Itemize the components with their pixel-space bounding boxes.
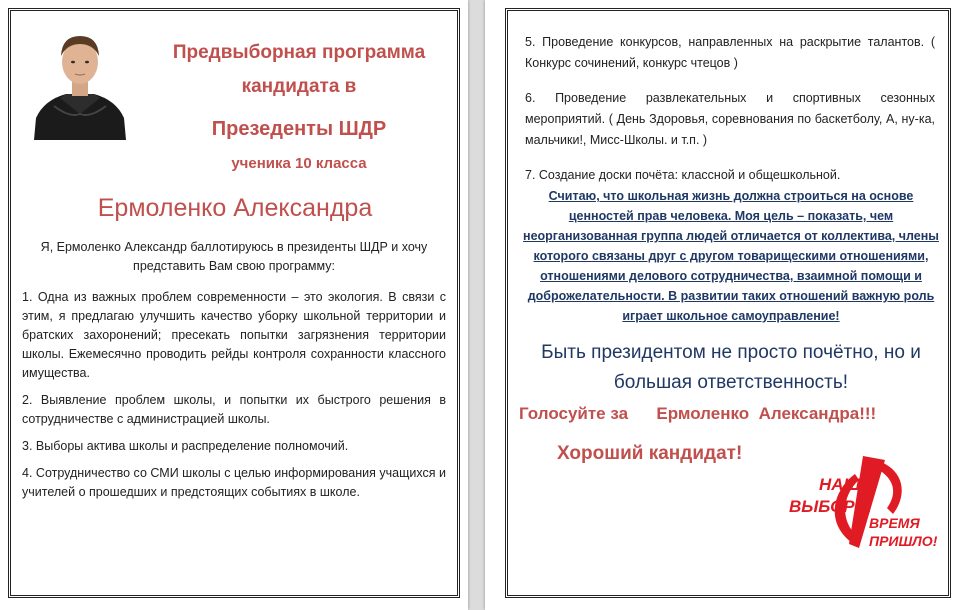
right-page (485, 0, 969, 610)
program-item-5: 5. Проведение конкурсов, направленных на раскрытие талантов. ( Конкурс сочинений, конкурс чтецов ) (525, 35, 935, 70)
program-item-6: 6. Проведение развлекательных и спортивных сезонных мероприятий. ( День Здоровья, соревнования по баскетболу, А, ну-ка, мальчики!, Мисс-Школы. и т.п. ) (525, 91, 935, 147)
program-item-1: 1. Одна из важных проблем современности – это экология. В связи с этим, я предлагаю улучшить качество уборку школьной территории и братских захоронений; пресекать попытки загрязнения территории школы. Ежемесячно проводить рейды контроля сохранности классного имущества. (22, 290, 446, 380)
logo-line-3: ВРЕМЯ (869, 515, 920, 531)
program-item-4: 4. Сотрудничество со СМИ школы с целью информирования учащихся и учителей о прошедших и предстоящих событиях в школе. (22, 466, 446, 499)
responsibility-text: Быть президентом не просто почётно, но и большая ответственность! (541, 342, 921, 393)
header-line-3: Презеденты ШДР (211, 118, 387, 140)
good-candidate-text: Хороший кандидат! (557, 443, 743, 464)
header-line-4: ученика 10 класса (231, 155, 367, 172)
candidate-name: Ермоленко Александра (97, 194, 373, 222)
intro-text: Я, Ермоленко Александр баллотируюсь в президенты ШДР и хочу представить Вам свою программу: (40, 240, 428, 273)
logo-line-4: ПРИШЛО! (869, 533, 938, 549)
statement-text: Считаю, что школьная жизнь должна строиться на основе ценностей прав человека. Моя цель – показать, чем неорганизованная группа людей отличается от коллектива, члены которого связаны друг с другом товарищескими отношениями, отношениями делового сотрудничества, взаимной помощи и доброжелательности. В развитии таких отношений важную роль играет школьное самоуправление! (523, 189, 939, 323)
vote-call: Голосуйте за Ермоленко Александра!!! (519, 404, 877, 423)
program-list-left (22, 288, 446, 510)
elections-logo (785, 452, 955, 557)
candidate-photo (30, 22, 130, 140)
logo-line-1: НАШИ (819, 475, 873, 494)
header-line-2: кандидата в (241, 76, 357, 97)
header-line-1: Предвыборная программа (172, 42, 426, 63)
program-item-2: 2. Выявление проблем школы, и попытки их быстрого решения в сотрудничестве с администрацией школы. (22, 393, 446, 426)
program-item-7: 7. Создание доски почёта: классной и общешкольной. (525, 168, 841, 182)
logo-line-2: ВЫБОРЫ (789, 497, 872, 516)
program-item-3: 3. Выборы актива школы и распределение полномочий. (22, 439, 349, 453)
program-list-right (525, 32, 935, 200)
left-page (0, 0, 468, 610)
program-header (140, 42, 458, 172)
